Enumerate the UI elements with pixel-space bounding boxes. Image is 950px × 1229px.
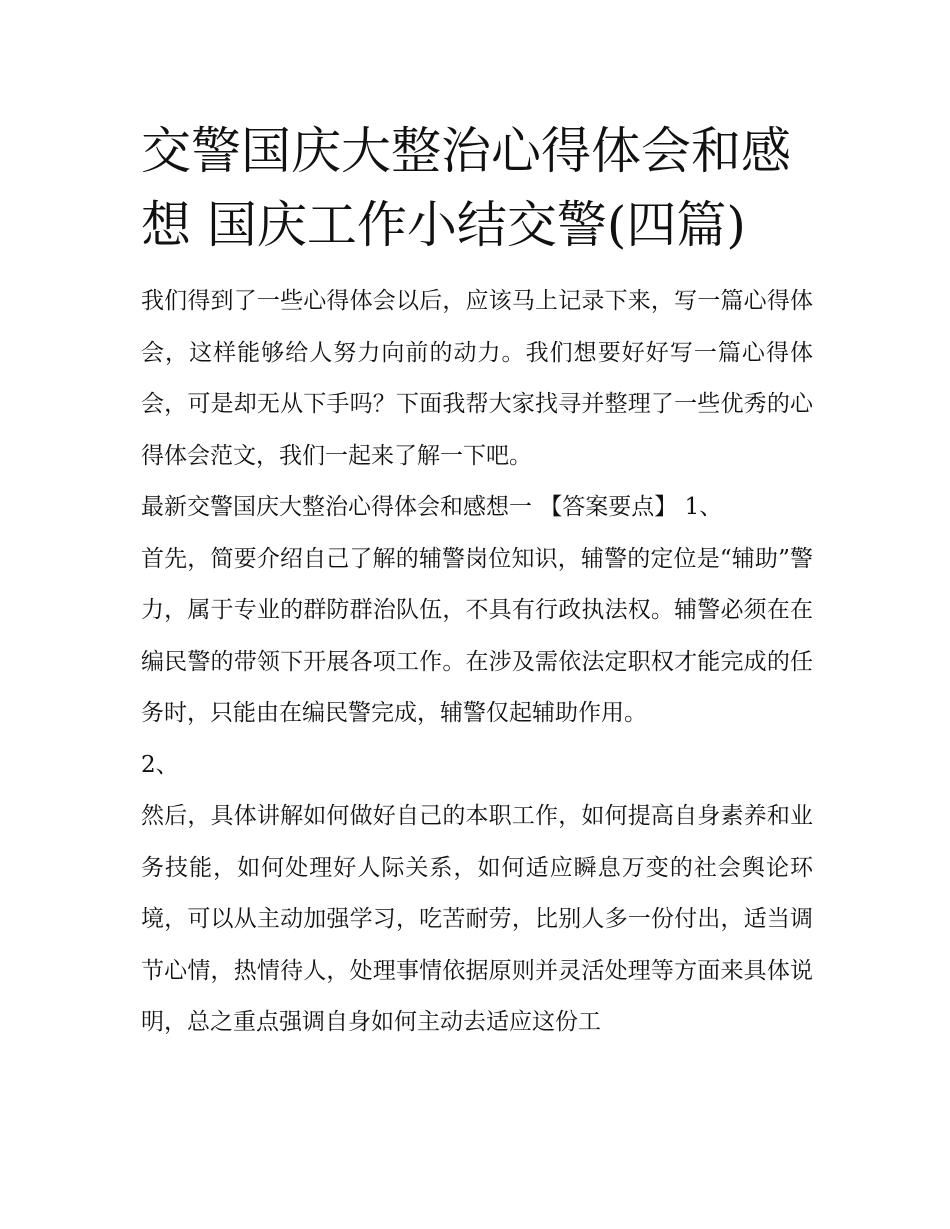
document-title: 交警国庆大整治心得体会和感想 国庆工作小结交警(四篇)	[141, 122, 791, 254]
point-two-paragraph: 然后，具体讲解如何做好自己的本职工作，如何提高自身素养和业务技能，如何处理好人际关系，如何适应瞬息万变的社会舆论环境，可以从主动加强学习，吃苦耐劳，比别人多一份付出，适当调节心情，热情待人，处理事情依据原则并灵活处理等方面来具体说明，总之重点强调自身如何主动去适应这份工	[141, 803, 813, 1035]
section-heading-paragraph: 最新交警国庆大整治心得体会和感想一 【答案要点】 1、	[141, 494, 723, 520]
point-two-number: 2、	[141, 751, 179, 778]
intro-paragraph: 我们得到了一些心得体会以后，应该马上记录下来，写一篇心得体会，这样能够给人努力向前的动力。我们想要好好写一篇心得体会，可是却无从下手吗？下面我帮大家找寻并整理了一些优秀的心得体会范文，我们一起来了解一下吧。	[141, 288, 813, 469]
point-one-paragraph: 首先，简要介绍自己了解的辅警岗位知识，辅警的定位是“辅助”警力，属于专业的群防群治队伍，不具有行政执法权。辅警必须在在编民警的带领下开展各项工作。在涉及需依法定职权才能完成的任务时，只能由在编民警完成，辅警仅起辅助作用。	[141, 545, 813, 726]
document-body	[141, 276, 813, 1049]
